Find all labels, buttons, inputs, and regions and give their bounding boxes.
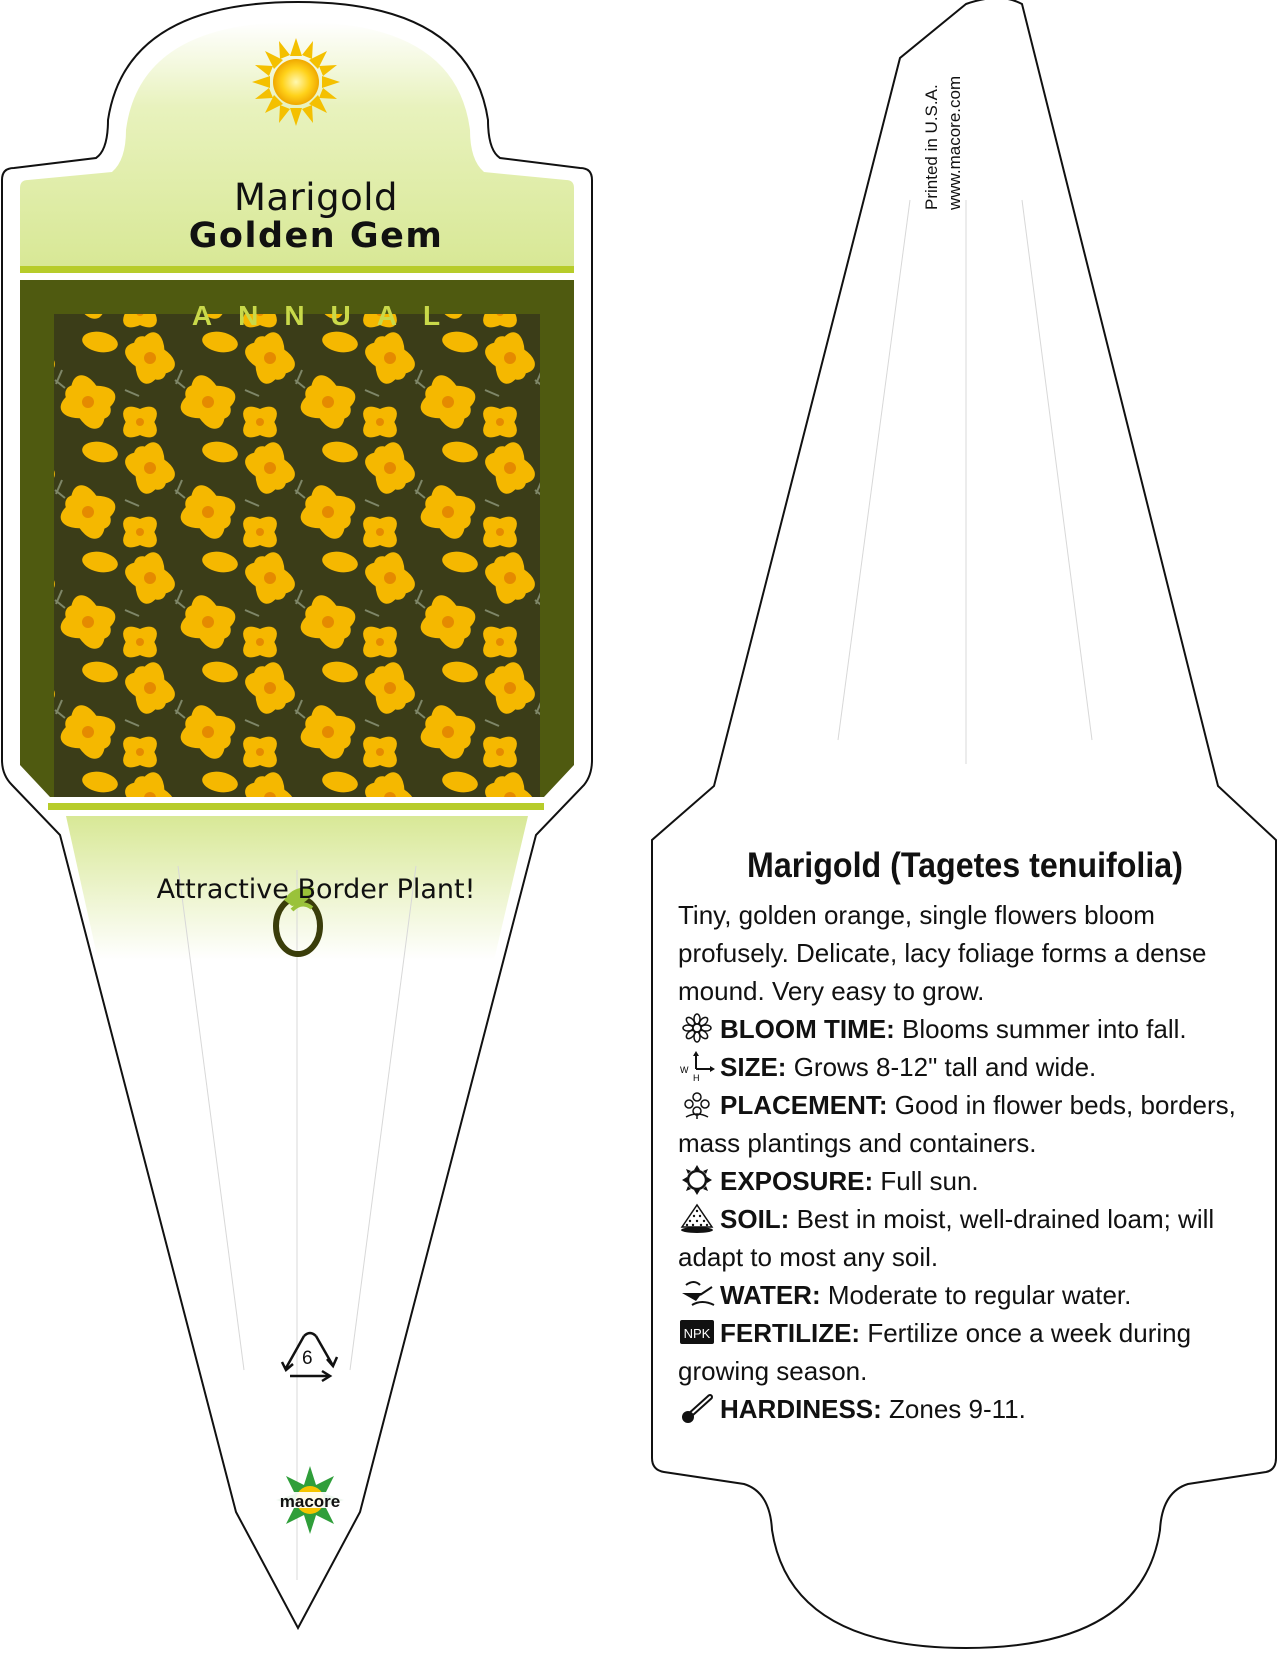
printed-in-label: Printed in U.S.A. xyxy=(922,84,941,210)
detail-text: Moderate to regular water. xyxy=(827,1280,1132,1310)
plant-common-name: Marigold xyxy=(234,176,398,219)
npk-icon xyxy=(678,1317,716,1347)
sun-outline-icon xyxy=(678,1165,716,1195)
tagline: Attractive Border Plant! xyxy=(156,874,476,905)
thermometer-icon xyxy=(678,1393,716,1423)
detail-text: Best in moist, well-drained loam; will adapt to most any soil. xyxy=(678,1204,1215,1272)
detail-label: FERTILIZE: xyxy=(720,1318,861,1348)
placement-icon xyxy=(678,1089,716,1119)
detail-label: PLACEMENT: xyxy=(720,1090,888,1120)
detail-label: EXPOSURE: xyxy=(720,1166,874,1196)
size-icon xyxy=(678,1051,716,1081)
care-info xyxy=(678,896,1253,1428)
recycle-code: 6 xyxy=(302,1348,313,1369)
detail-label: SIZE: xyxy=(720,1052,787,1082)
detail-hardiness xyxy=(678,1390,1253,1428)
detail-text: Full sun. xyxy=(880,1166,979,1196)
detail-label: WATER: xyxy=(720,1280,821,1310)
npk-label: NPK xyxy=(683,1326,711,1341)
detail-text: Blooms summer into fall. xyxy=(902,1014,1187,1044)
detail-placement xyxy=(678,1086,1253,1162)
soil-icon xyxy=(678,1203,716,1233)
detail-fertilize xyxy=(678,1314,1253,1390)
detail-bloom-time xyxy=(678,1010,1253,1048)
detail-label: SOIL: xyxy=(720,1204,790,1234)
detail-text: Fertilize once a week during growing season. xyxy=(678,1318,1192,1386)
printed-info xyxy=(920,76,966,210)
back-title: Marigold (Tagetes tenuifolia) xyxy=(747,846,1183,885)
brand-name: macore xyxy=(279,1492,341,1511)
detail-text: Grows 8-12" tall and wide. xyxy=(793,1052,1097,1082)
plant-variety-name: Golden Gem xyxy=(188,216,444,256)
plant-category: ANNUAL xyxy=(191,300,467,331)
detail-size xyxy=(678,1048,1253,1086)
detail-label: HARDINESS: xyxy=(720,1394,882,1424)
size-icon-h: H xyxy=(693,1073,700,1081)
detail-label: BLOOM TIME: xyxy=(720,1014,895,1044)
size-icon-w: W xyxy=(680,1065,689,1075)
website-label: www.macore.com xyxy=(945,75,964,210)
watering-can-icon xyxy=(678,1279,716,1309)
detail-water xyxy=(678,1276,1253,1314)
detail-soil xyxy=(678,1200,1253,1276)
plant-description: Tiny, golden orange, single flowers bloom profusely. Delicate, lacy foliage forms a dense mound. Very easy to grow. xyxy=(678,900,1207,1006)
detail-exposure xyxy=(678,1162,1253,1200)
detail-text: Good in flower beds, borders, mass plantings and containers. xyxy=(678,1090,1236,1158)
flower-icon xyxy=(678,1013,716,1043)
detail-text: Zones 9-11. xyxy=(889,1394,1026,1424)
